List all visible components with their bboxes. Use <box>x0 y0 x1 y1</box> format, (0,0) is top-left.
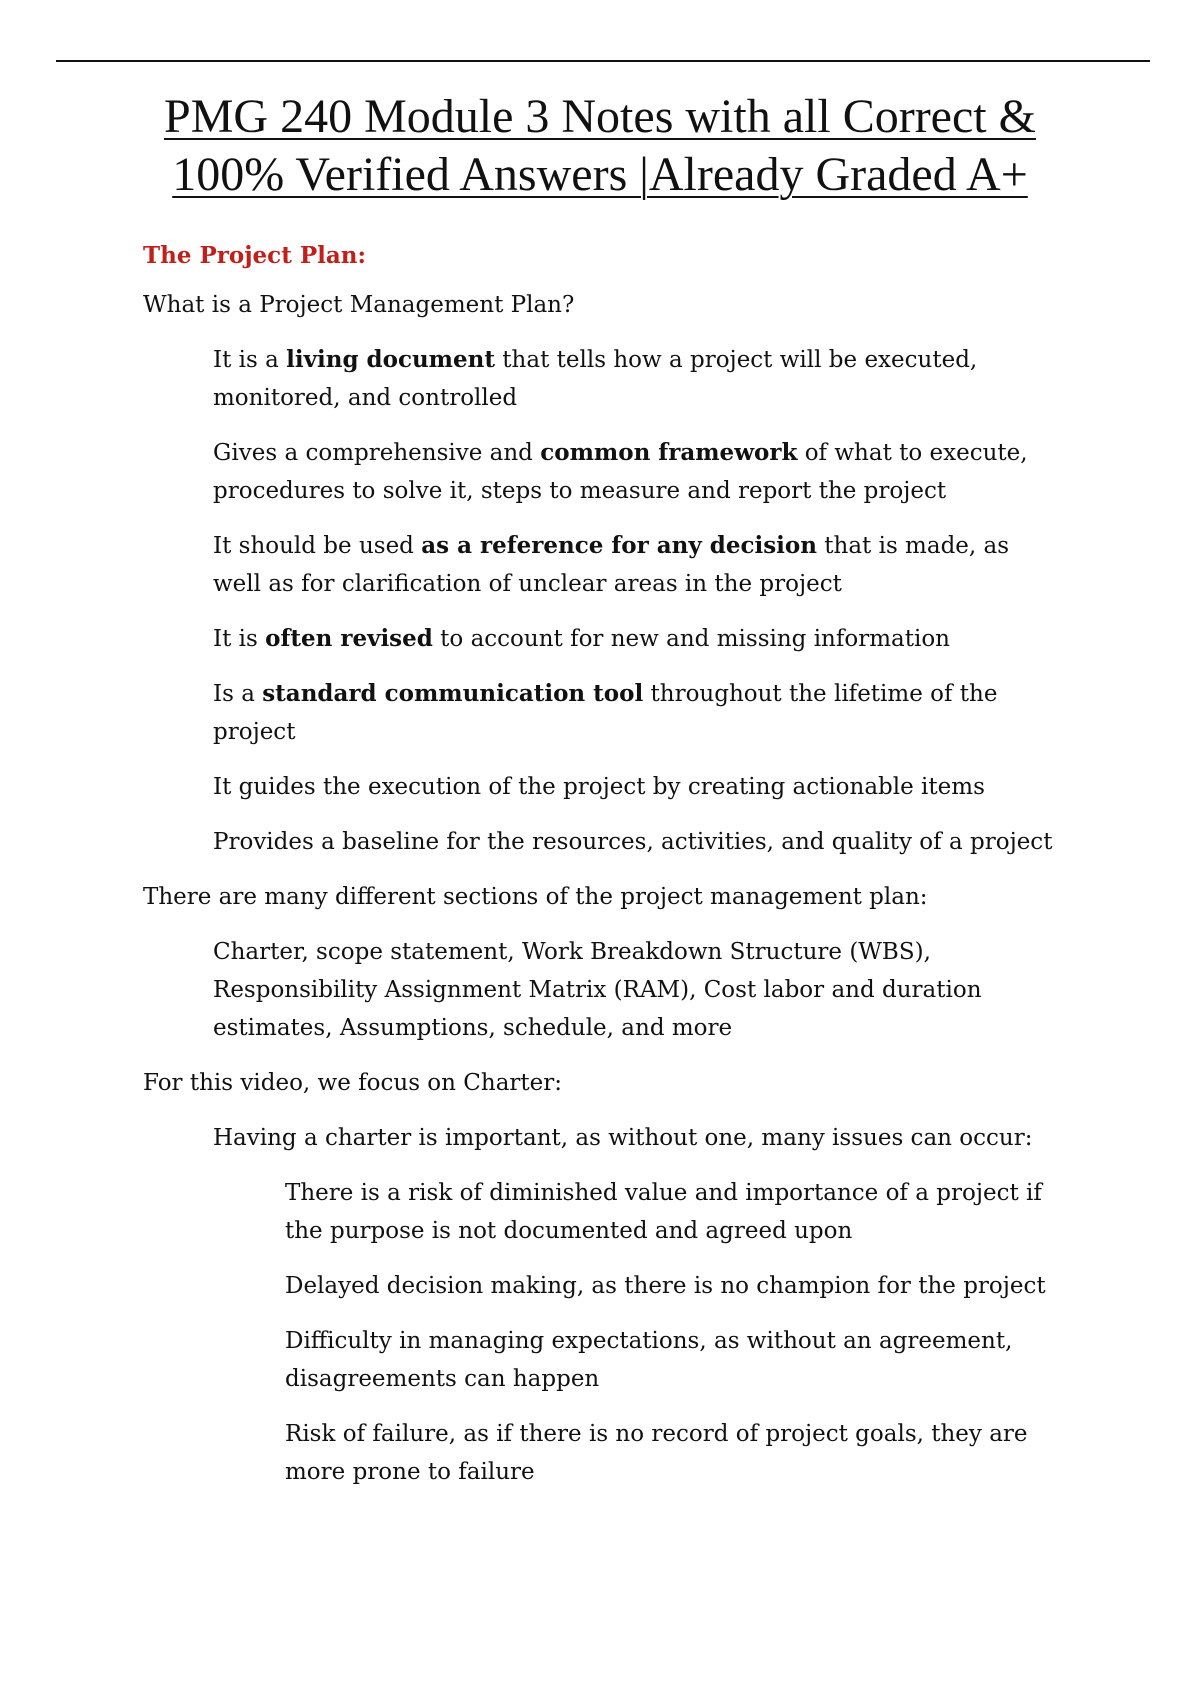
charter-issue-expectations: Difficulty in managing expectations, as without an agreement, disagreements can happen <box>285 1328 1013 1392</box>
point-text: Gives a comprehensive and <box>213 440 541 466</box>
point-emphasis: often revised <box>265 625 433 652</box>
plan-point-actionable-items: It guides the execution of the project by creating actionable items <box>213 774 985 800</box>
point-text: that is made, as well as for clarification of unclear areas in the project <box>213 533 1010 597</box>
plan-point-often-revised <box>213 620 1063 658</box>
document-title <box>150 88 1050 204</box>
title-line-1: PMG 240 Module 3 Notes with all Correct & <box>164 90 1036 143</box>
charter-issue-diminished-value: There is a risk of diminished value and importance of a project if the purpose is not documented and agreed upon <box>285 1180 1042 1244</box>
plan-point-baseline: Provides a baseline for the resources, activities, and quality of a project <box>213 829 1053 855</box>
document-body <box>143 240 1063 1508</box>
point-emphasis: common framework <box>540 439 798 466</box>
point-emphasis: standard communication tool <box>262 680 644 707</box>
title-line-2: 100% Verified Answers |Already Graded A+ <box>172 148 1028 201</box>
point-text: It should be used <box>213 533 422 559</box>
charter-issue-delayed-decisions: Delayed decision making, as there is no champion for the project <box>285 1273 1046 1299</box>
plan-point-reference <box>213 527 1063 603</box>
plan-point-living-document <box>213 341 1063 417</box>
plan-point-communication-tool <box>213 675 1063 751</box>
section-heading: The Project Plan: <box>143 242 366 269</box>
charter-intro: Having a charter is important, as without one, many issues can occur: <box>213 1125 1033 1151</box>
point-text: throughout the lifetime of the project <box>213 681 998 745</box>
point-emphasis: as a reference for any decision <box>421 532 817 559</box>
plan-point-common-framework <box>213 434 1063 510</box>
charter-focus: For this video, we focus on Charter: <box>143 1070 562 1096</box>
sections-intro: There are many different sections of the project management plan: <box>143 884 928 910</box>
point-text: to account for new and missing information <box>432 626 950 652</box>
header-rule <box>56 60 1150 62</box>
sections-list: Charter, scope statement, Work Breakdown Structure (WBS), Responsibility Assignment Matrix (RAM), Cost labor and duration estimates, Assumptions, schedule, and more <box>213 939 982 1041</box>
point-text: that tells how a project will be executed, monitored, and controlled <box>213 347 978 411</box>
point-text: It is <box>213 626 266 652</box>
question-text: What is a Project Management Plan? <box>143 292 575 318</box>
point-text: It is a <box>213 347 287 373</box>
point-emphasis: living document <box>286 346 495 373</box>
charter-issue-risk-of-failure: Risk of failure, as if there is no record of project goals, they are more prone to failure <box>285 1421 1028 1485</box>
point-text: of what to execute, procedures to solve it, steps to measure and report the project <box>213 440 1028 504</box>
point-text: Is a <box>213 681 263 707</box>
